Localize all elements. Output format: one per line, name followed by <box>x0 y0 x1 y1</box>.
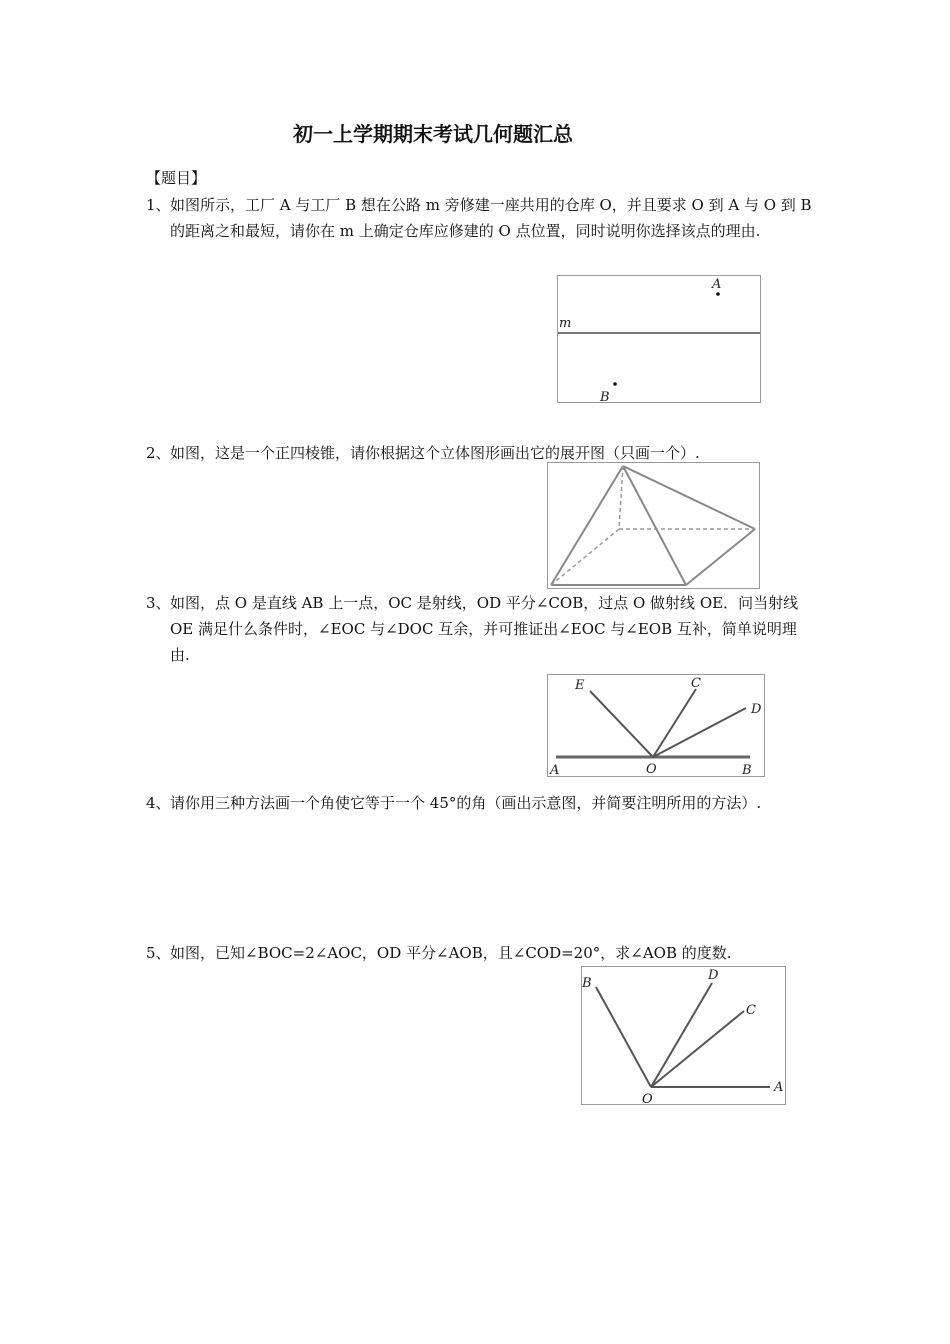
figure-label: B <box>582 976 592 991</box>
figure-label: E <box>575 678 585 693</box>
question-text: 如图，这是一个正四棱锥，请你根据这个立体图形画出它的展开图（只画一个）. <box>170 444 700 462</box>
question-text: 如图所示，工厂 A 与工厂 B 想在公路 m 旁修建一座共用的仓库 O，并且要求 O 到 A 与 O 到 B 的距离之和最短，请你在 m 上确定仓库应修建的 O 点位置，同时说明你选择该点的理由. <box>170 196 812 240</box>
question-text: 请你用三种方法画一个角使它等于一个 45°的角（画出示意图，并简要注明所用的方法）. <box>170 794 762 812</box>
figure-1-road-and-factories <box>557 275 761 403</box>
question-number: 1、 <box>146 196 171 214</box>
figure-label: D <box>708 968 719 983</box>
page-title: 初一上学期期末考试几何题汇总 <box>293 122 573 146</box>
question-number: 3、 <box>146 594 171 612</box>
figure-label: C <box>746 1003 756 1018</box>
question-1 <box>146 192 814 244</box>
figure-label: B <box>600 390 610 402</box>
figure-label: B <box>742 763 752 776</box>
figure-label: O <box>646 762 657 776</box>
figure-2-square-pyramid <box>547 462 760 589</box>
point-b <box>613 382 617 386</box>
figure-label: A <box>550 763 560 776</box>
question-4 <box>146 790 814 816</box>
question-text: 如图，已知∠BOC=2∠AOC，OD 平分∠AOB，且∠COD=20°，求∠AOB 的度数. <box>170 944 732 962</box>
figure-3-rays-from-o <box>547 674 765 777</box>
figure-label: A <box>712 277 722 292</box>
question-5 <box>146 940 814 966</box>
point-a <box>716 292 720 296</box>
question-number: 4、 <box>146 794 171 812</box>
figure-5-angles-at-o <box>581 966 786 1105</box>
question-3 <box>146 590 814 668</box>
section-label: 【题目】 <box>146 169 207 187</box>
figure-label: C <box>691 676 701 691</box>
question-number: 5、 <box>146 944 171 962</box>
question-text: 如图，点 O 是直线 AB 上一点，OC 是射线，OD 平分∠COB，过点 O 做射线 OE．问当射线 OE 满足什么条件时，∠EOC 与∠DOC 互余，并可推证出∠EOC 与∠EOB 互补，简单说明理由. <box>170 594 799 664</box>
question-number: 2、 <box>146 444 171 462</box>
figure-label: A <box>774 1080 784 1095</box>
figure-label: D <box>751 702 762 717</box>
figure-label: O <box>642 1092 653 1104</box>
figure-label: m <box>559 316 572 331</box>
